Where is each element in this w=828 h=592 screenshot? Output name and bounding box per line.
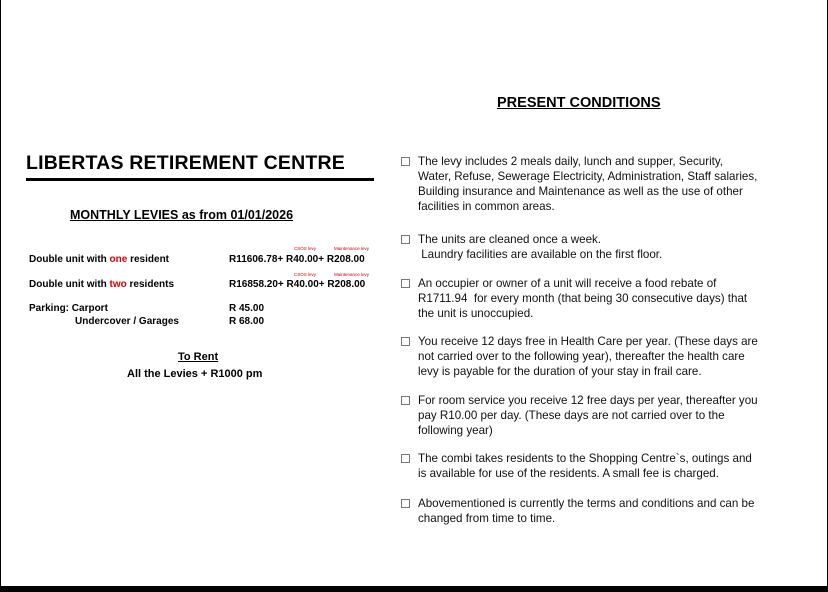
condition-text	[418, 394, 803, 439]
condition-line: R1711.94 for every month (that being 30 consecutive days) that	[418, 291, 748, 305]
levy-2-label-suffix: residents	[126, 279, 175, 290]
condition-line: pay R10.00 per day. (These days are not carried over to the	[418, 408, 725, 422]
condition-line: not carried over to the following year), thereafter the health care	[418, 349, 745, 363]
levy-2-label	[29, 279, 174, 290]
levy-2-amount: R16858.20+ R40.00+ R208.00	[229, 279, 366, 290]
carport-value: R 45.00	[229, 303, 265, 314]
checkbox-icon	[401, 279, 410, 288]
condition-line: The units are cleaned once a week.	[418, 233, 602, 246]
levy-2-csos-note: CSOS levy	[294, 272, 317, 277]
checkbox-icon	[401, 157, 410, 166]
condition-text	[418, 233, 803, 263]
levy-1-label-highlight: one	[109, 254, 128, 265]
levies-subtitle: MONTHLY LEVIES as from 01/01/2026	[70, 208, 294, 222]
checkbox-icon	[401, 499, 410, 508]
condition-line: Building insurance and Maintenance as well as the use of other	[418, 184, 743, 198]
levy-1-csos-note: CSOS levy	[294, 246, 317, 251]
checkbox-icon	[401, 337, 410, 346]
document-title: LIBERTAS RETIREMENT CENTRE	[26, 152, 346, 174]
levy-2-maintenance-note: Maintenance levy	[334, 272, 370, 277]
present-conditions-heading: PRESENT CONDITIONS	[497, 95, 661, 111]
condition-line: following year)	[418, 423, 493, 437]
condition-line: An occupier or owner of a unit will receive a food rebate of	[418, 277, 717, 290]
condition-text	[418, 277, 803, 322]
condition-text	[418, 452, 803, 482]
garage-value: R 68.00	[229, 316, 265, 327]
condition-text	[418, 335, 803, 380]
levy-1-label	[29, 254, 169, 265]
document-page	[1, 0, 827, 586]
condition-line: Abovementioned is currently the terms and conditions and can be	[418, 497, 755, 510]
checkbox-icon	[401, 454, 410, 463]
parking-sublabel: Undercover / Garages	[75, 316, 179, 327]
levy-1-amount: R11606.78+ R40.00+ R208.00	[229, 254, 365, 265]
condition-line: changed from time to time.	[418, 511, 556, 525]
checkbox-icon	[401, 396, 410, 405]
levy-1-label-prefix: Double unit with	[29, 254, 110, 265]
condition-line: For room service you receive 12 free days per year, thereafter you	[418, 394, 758, 407]
condition-line: levy is payable for the duration of your stay in frail care.	[418, 364, 702, 378]
rent-heading: To Rent	[178, 351, 219, 363]
condition-line: You receive 12 days free in Health Care per year. (These days are	[418, 335, 758, 348]
title-underline	[26, 178, 374, 181]
condition-line: Water, Refuse, Sewerage Electricity, Administration, Staff salaries,	[418, 169, 758, 183]
levy-1-label-suffix: resident	[127, 254, 170, 265]
parking-label: Parking: Carport	[29, 303, 108, 314]
levy-1-maintenance-note: Maintenance levy	[334, 246, 370, 251]
condition-text	[418, 497, 803, 527]
condition-line: facilities in common areas.	[418, 199, 555, 213]
bottom-border	[0, 586, 828, 592]
levy-2-label-prefix: Double unit with	[29, 279, 110, 290]
checkbox-icon	[401, 235, 410, 244]
levy-2-label-highlight: two	[109, 279, 127, 290]
rent-value: All the Levies + R1000 pm	[127, 368, 263, 380]
condition-line: The combi takes residents to the Shopping Centre`s, outings and	[418, 452, 752, 465]
condition-line: the unit is unoccupied.	[418, 306, 534, 320]
condition-line: is available for use of the residents. A small fee is charged.	[418, 466, 719, 480]
condition-line: The levy includes 2 meals daily, lunch and supper, Security,	[418, 155, 724, 168]
condition-text	[418, 155, 803, 215]
condition-line: Laundry facilities are available on the first floor.	[418, 247, 663, 261]
